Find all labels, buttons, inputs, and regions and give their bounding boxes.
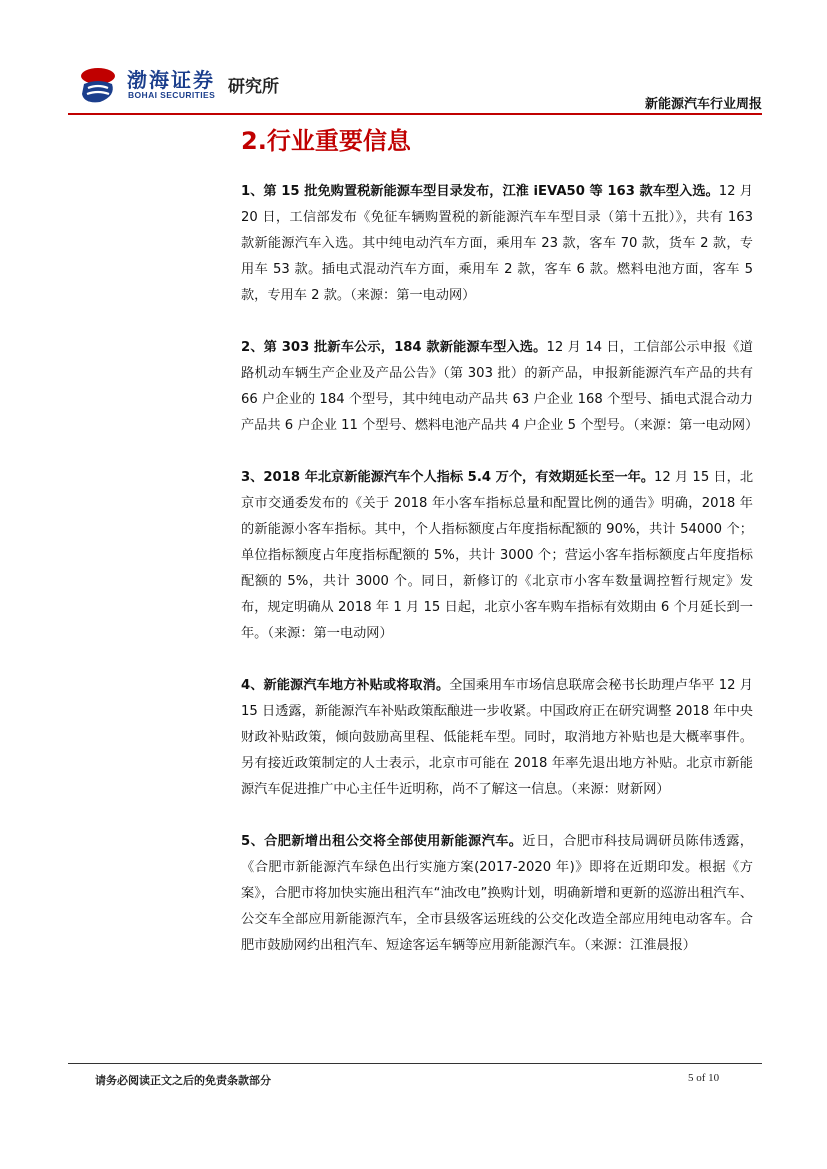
news-item-title: 1、第 15 批免购置税新能源车型目录发布，江淮 iEVA50 等 163 款车型入选。 bbox=[241, 184, 719, 199]
bohai-logo-icon bbox=[78, 66, 118, 106]
news-item-title: 5、合肥新增出租公交将全部使用新能源汽车。 bbox=[241, 834, 523, 849]
page-header bbox=[70, 58, 762, 114]
news-item bbox=[241, 673, 753, 803]
news-item bbox=[241, 465, 753, 647]
news-item-body: 12 月 14 日，工信部公示申报《道路机动车辆生产企业及产品公告》（第 303 批）的新产品，申报新能源汽车产品的共有 66 户企业的 184 个型号，其中纯电动产品共 63 户企业 168 个型号、插电式混合动力产品共 6 户企业 11 个型号、燃料电池产品共 4 户企业 5 个型号。（来源：第一电动网） bbox=[241, 340, 759, 433]
news-item-title: 4、新能源汽车地方补贴或将取消。 bbox=[241, 678, 450, 693]
news-item-body: 全国乘用车市场信息联席会秘书长助理卢华平 12 月 15 日透露，新能源汽车补贴政策酝酿进一步收紧。中国政府正在研究调整 2018 年中央财政补贴政策，倾向鼓励高里程、低能耗车型。同时，取消地方补贴也是大概率事件。另有接近政策制定的人士表示，北京市可能在 2018 年率先退出地方补贴。北京市新能源汽车促进推广中心主任牛近明称，尚不了解这一信息。（来源：财新网） bbox=[241, 678, 753, 797]
news-item bbox=[241, 179, 753, 309]
news-item bbox=[241, 335, 759, 439]
section-title: 2.行业重要信息 bbox=[241, 127, 411, 155]
footer-disclaimer: 请务必阅读正文之后的免责条款部分 bbox=[95, 1074, 271, 1087]
report-name: 新能源汽车行业周报 bbox=[644, 97, 762, 112]
page-number: 5 of 10 bbox=[688, 1072, 720, 1084]
brand-name-cn: 渤海证券 bbox=[127, 68, 215, 92]
header-divider bbox=[68, 113, 762, 115]
news-list bbox=[241, 179, 759, 985]
news-item-title: 2、第 303 批新车公示，184 款新能源车型入选。 bbox=[241, 340, 547, 355]
news-item-body: 近日，合肥市科技局调研员陈伟透露，《合肥市新能源汽车绿色出行实施方案(2017-2020 年)》即将在近期印发。根据《方案》，合肥市将加快实施出租汽车“油改电”换购计划，明确新增和更新的巡游出租汽车、公交车全部应用新能源汽车，全市县级客运班线的公交化改造全部应用纯电动客车。合肥市鼓励网约出租汽车、短途客运车辆等应用新能源汽车。（来源：江淮晨报） bbox=[241, 834, 753, 953]
brand-name-en: BOHAI SECURITIES bbox=[128, 90, 216, 100]
news-item-body: 12 月 20 日，工信部发布《免征车辆购置税的新能源汽车车型目录（第十五批）》，共有 163 款新能源汽车入选。其中纯电动汽车方面，乘用车 23 款，客车 70 款，货车 2 款，专用车 53 款。插电式混动汽车方面，乘用车 2 款，客车 6 款。燃料电池方面，客车 5 款，专用车 2 款。（来源：第一电动网） bbox=[241, 184, 753, 303]
news-item bbox=[241, 829, 753, 959]
news-item-title: 3、2018 年北京新能源汽车个人指标 5.4 万个，有效期延长至一年。 bbox=[241, 470, 655, 485]
news-item-body: 12 月 15 日，北京市交通委发布的《关于 2018 年小客车指标总量和配置比例的通告》明确，2018 年的新能源小客车指标。其中，个人指标额度占年度指标配额的 90%，共计 54000 个；单位指标额度占年度指标配额的 5%，共计 3000 个；营运小客车指标额度占年度指标配额的 5%，共计 3000 个。同日，新修订的《北京市小客车数量调控暂行规定》发布，规定明确从 2018 年 1 月 15 日起，北京小客车购车指标有效期由 6 个月延长到一年。（来源：第一电动网） bbox=[241, 470, 754, 641]
institute-label: 研究所 bbox=[228, 77, 279, 97]
footer-divider bbox=[68, 1063, 762, 1064]
